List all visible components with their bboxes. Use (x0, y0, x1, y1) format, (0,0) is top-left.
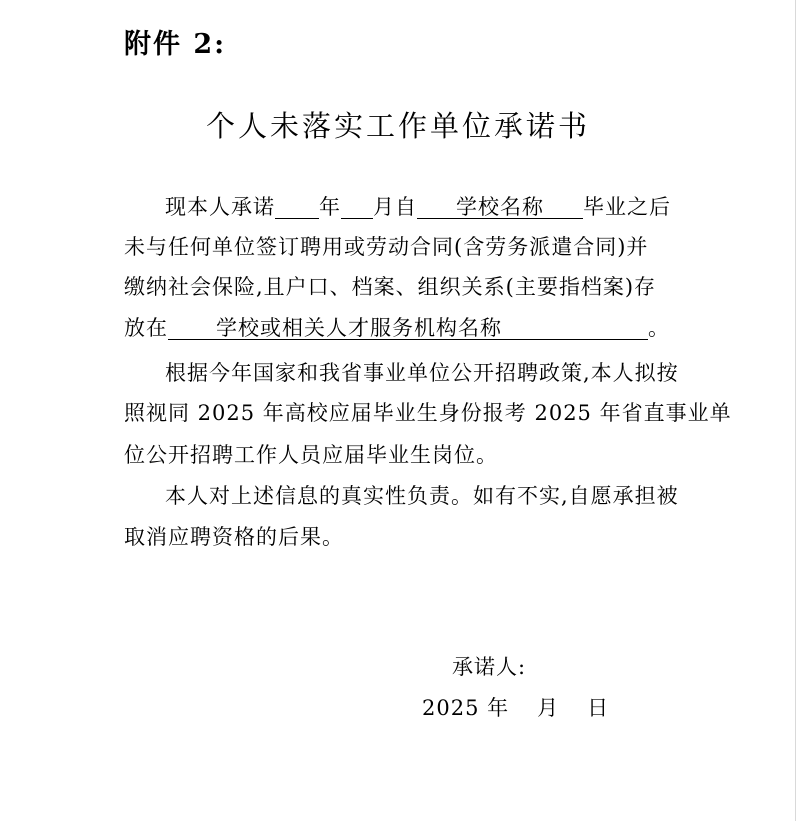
para1-line4-prefix: 放在 (124, 316, 168, 340)
month-from: 月自 (373, 195, 417, 219)
para3-line1: 本人对上述信息的真实性负责。如有不实,自愿承担被 (165, 484, 679, 508)
signature-label: 承诺人: (452, 655, 527, 679)
year-blank (275, 196, 319, 219)
para1-line2: 未与任何单位签订聘用或劳动合同(含劳务派遣合同)并 (124, 235, 649, 259)
year-unit: 年 (319, 195, 341, 219)
date-month: 月 (537, 696, 560, 720)
para1-line4 (124, 315, 670, 341)
para1-line1-end: 毕业之后 (583, 195, 671, 219)
para3-line2: 取消应聘资格的后果。 (124, 525, 344, 549)
para2-line1: 根据今年国家和我省事业单位公开招聘政策,本人拟按 (165, 361, 679, 385)
institution-blank (168, 317, 648, 340)
para2-line2: 照视同 2025 年高校应届毕业生身份报考 2025 年省直事业单 (124, 401, 732, 425)
para1-prefix: 现本人承诺 (165, 195, 275, 219)
month-blank (341, 196, 373, 219)
para2-line3: 位公开招聘工作人员应届毕业生岗位。 (124, 443, 498, 467)
para1-line3: 缴纳社会保险,且户口、档案、组织关系(主要指档案)存 (124, 275, 657, 299)
para1-line1 (165, 194, 671, 220)
attachment-label: 附件 2: (124, 29, 227, 60)
school-name-blank: 学校名称 (417, 196, 583, 219)
date-day: 日 (587, 696, 610, 720)
para1-line4-end: 。 (648, 316, 670, 340)
date-year: 2025 年 (422, 696, 510, 720)
institution-text: 学校或相关人才服务机构名称 (216, 316, 502, 340)
signature-date (422, 692, 609, 722)
document-title: 个人未落实工作单位承诺书 (205, 109, 590, 143)
